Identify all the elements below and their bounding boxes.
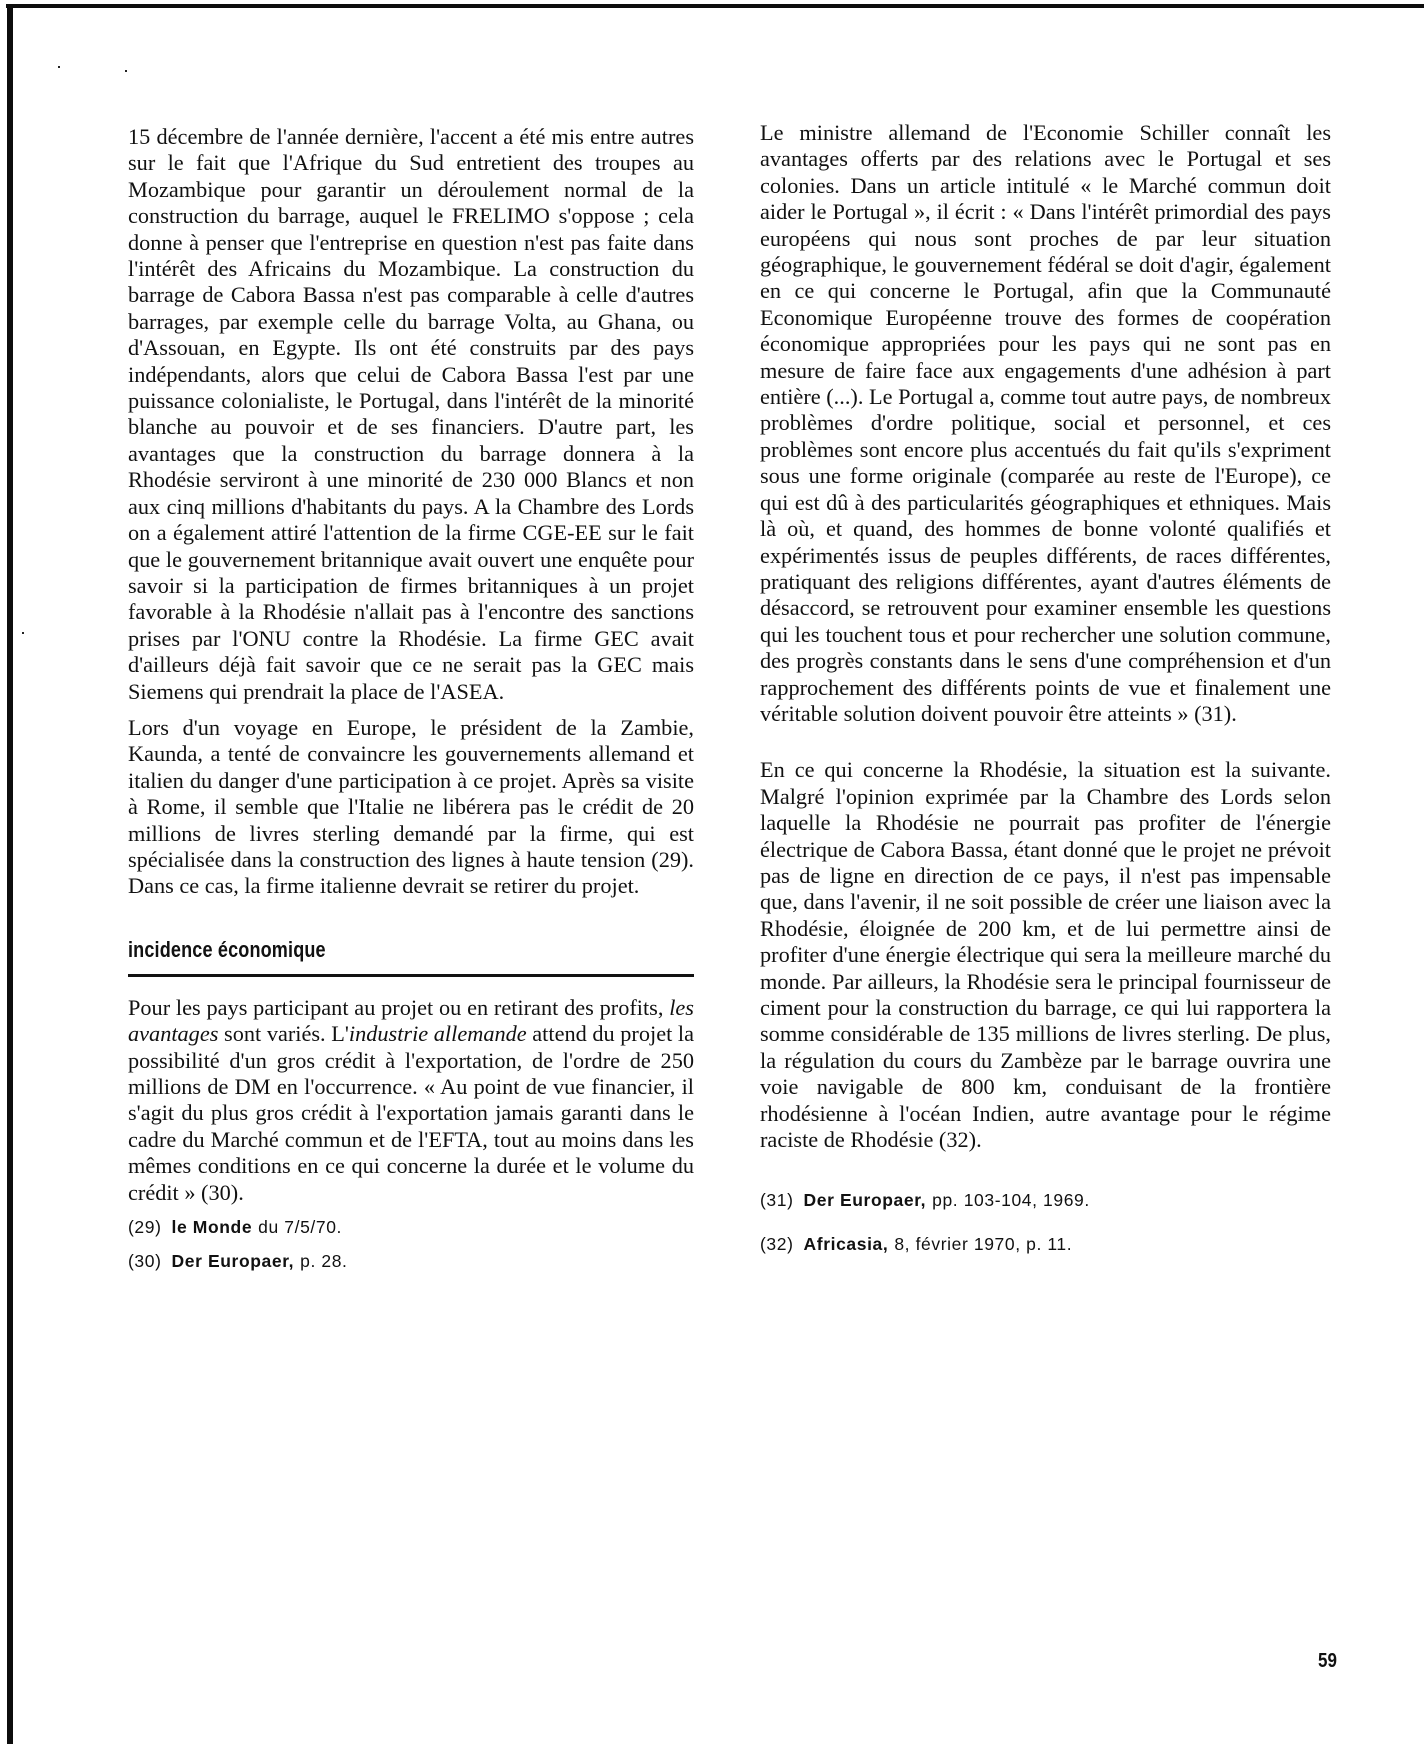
footnote-source: le Monde bbox=[171, 1217, 253, 1238]
footnote-32 bbox=[760, 1233, 1331, 1255]
scan-speck bbox=[58, 66, 60, 68]
footnotes-left bbox=[128, 1216, 694, 1272]
body-paragraph bbox=[128, 124, 694, 705]
footnote-source: Der Europaer, bbox=[803, 1190, 927, 1211]
paragraph-text: Pour les pays participant au projet ou en retirant des profits, bbox=[128, 994, 670, 1020]
footnote-31 bbox=[760, 1189, 1331, 1211]
body-paragraph bbox=[760, 120, 1331, 727]
footnote-detail: pp. 103-104, 1969. bbox=[932, 1190, 1090, 1211]
section-divider bbox=[128, 974, 694, 977]
paragraph-text: Lors d'un voyage en Europe, le président de la Zambie, Kaunda, a tenté de convaincre les gouvernements allemand et italien du danger d'une participation à ce projet. Après sa visite à Rome, il semble que l'Italie ne libérera pas le crédit de 20 millions de livres sterling demandé par la firme, qui est spécialisée dans la construction des lignes à haute tension (29). Dans ce cas, la firme italienne devrait se retirer du projet. bbox=[128, 714, 694, 899]
footnotes-right bbox=[760, 1189, 1331, 1255]
footnote-detail: du 7/5/70. bbox=[258, 1217, 343, 1238]
emphasis-text: industrie allemande bbox=[348, 1021, 527, 1047]
paragraph-text: attend du projet la possibilité d'un gros crédit à l'exportation, de l'ordre de 250 millions de DM en l'occurrence. « Au point de vue financier, il s'agit du plus gros crédit à l'exportation jamais garanti dans le cadre du Marché commun et de l'EFTA, tout au moins dans les mêmes conditions en ce qui concerne la durée et le volume du crédit » (30). bbox=[128, 1021, 695, 1205]
footnote-number: (29) bbox=[128, 1217, 162, 1238]
page-number: 59 bbox=[1318, 1650, 1337, 1672]
paragraph-text: Le ministre allemand de l'Economie Schiller connaît les avantages offerts par des relations avec le Portugal et ses colonies. Dans un article intitulé « le Marché commun doit aider le Portugal », il écrit : « Dans l'intérêt primordial des pays européens qui nous sont proches de par leur situation géographique, le gouvernement fédéral se doit d'agir, également en ce qui concerne le Portugal, afin que la Communauté Economique Européenne trouve des formes de coopération économique appropriées pour les pays qui ne sont pas en mesure de faire face aux engagements d'une adhésion à part entière (...). Le Portugal a, comme tout autre pays, de nombreux problèmes d'ordre politique, social et personnel, et ces problèmes sont encore plus accentués du fait qu'ils s'expriment sous une forme originale (comparée au reste de l'Europe), ce qui est dû à des particularités géographiques et ethniques. Mais là où, et quand, des hommes de bonne volonté qualifiés et expérimentés issus de peuples différents, de races différentes, pratiquant des religions différentes, ayant d'autres éléments de désaccord, se retrouvent pour examiner ensemble les questions qui les touchent tous et pour rechercher une solution commune, des progrès constants dans le sens d'une compréhension et d'un rapprochement des différents points de vue et finalement une véritable solution doivent pouvoir être atteints » (31). bbox=[760, 120, 1331, 726]
footnote-number: (30) bbox=[128, 1251, 162, 1272]
body-paragraph bbox=[128, 715, 694, 900]
footnote-detail: p. 28. bbox=[300, 1251, 348, 1272]
scan-border-left bbox=[7, 4, 13, 1744]
footnote-number: (31) bbox=[760, 1190, 794, 1211]
paragraph-text: En ce qui concerne la Rhodésie, la situation est la suivante. Malgré l'opinion exprimée par la Chambre des Lords selon laquelle la Rhodésie ne pourrait pas profiter de l'énergie électrique de Cabora Bassa, étant donné que le projet ne prévoit pas de ligne en direction de ce pays, il n'est pas impensable que, dans l'avenir, il ne soit possible de créer une liaison avec la Rhodésie, éloignée de 200 km, et de lui permettre ainsi de profiter d'une énergie électrique qui sera la meilleure marché du monde. Par ailleurs, la Rhodésie sera le principal fournisseur de ciment pour la construction du barrage, ce qui lui rapportera la somme considérable de 135 millions de livres sterling. De plus, la régulation du cours du Zambèze par le barrage ouvrira une voie navigable de 800 km, conduisant de la frontière rhodésienne à l'océan Indien, autre avantage pour le régime raciste de Rhodésie (32). bbox=[760, 757, 1331, 1153]
footnote-30 bbox=[128, 1250, 694, 1272]
footnote-source: Africasia, bbox=[803, 1234, 889, 1255]
scan-speck bbox=[22, 632, 24, 634]
right-column bbox=[760, 120, 1331, 1277]
section-paragraph bbox=[128, 995, 694, 1206]
paragraph-text: 15 décembre de l'année dernière, l'accent a été mis entre autres sur le fait que l'Afrique du Sud entretient des troupes au Mozambique pour garantir un déroulement normal de la construction du barrage, auquel le FRELIMO s'oppose ; cela donne à penser que l'entreprise en question n'est pas faite dans l'intérêt des Africains du Mozambique. La construction du barrage de Cabora Bassa n'est pas comparable à celle d'autres barrages, par exemple celle du barrage Volta, au Ghana, ou d'Assouan, en Egypte. Ils ont été construits par des pays indépendants, alors que celui de Cabora Bassa l'est par une puissance colonialiste, le Portugal, dans l'intérêt de la minorité blanche au pouvoir et de ses financiers. D'autre part, les avantages que la construction du barrage donnera à la Rhodésie serviront à une minorité de 230 000 Blancs et non aux cinq millions d'habitants du pays. A la Chambre des Lords on a également attiré l'attention de la firme CGE-EE sur le fait que le gouvernement britannique avait ouvert une enquête pour savoir si la participation de firmes britanniques à un projet favorable à la Rhodésie n'allait pas à l'encontre des sanctions prises par l'ONU contre la Rhodésie. La firme GEC avait d'ailleurs déjà fait savoir que ce ne serait pas la GEC mais Siemens qui prendrait la place de l'ASEA. bbox=[128, 124, 694, 704]
footnote-29 bbox=[128, 1216, 694, 1238]
footnote-source: Der Europaer, bbox=[171, 1251, 295, 1272]
scan-border-top bbox=[6, 4, 1424, 8]
emphasis-text: les avantages bbox=[128, 994, 694, 1047]
footnote-detail: 8, février 1970, p. 11. bbox=[894, 1234, 1073, 1255]
footnote-number: (32) bbox=[760, 1234, 794, 1255]
scan-speck bbox=[125, 70, 127, 72]
left-column bbox=[128, 124, 694, 1284]
paragraph-text: sont variés. L' bbox=[218, 1021, 349, 1047]
section-heading: incidence économique bbox=[128, 936, 326, 962]
body-paragraph bbox=[760, 757, 1331, 1153]
